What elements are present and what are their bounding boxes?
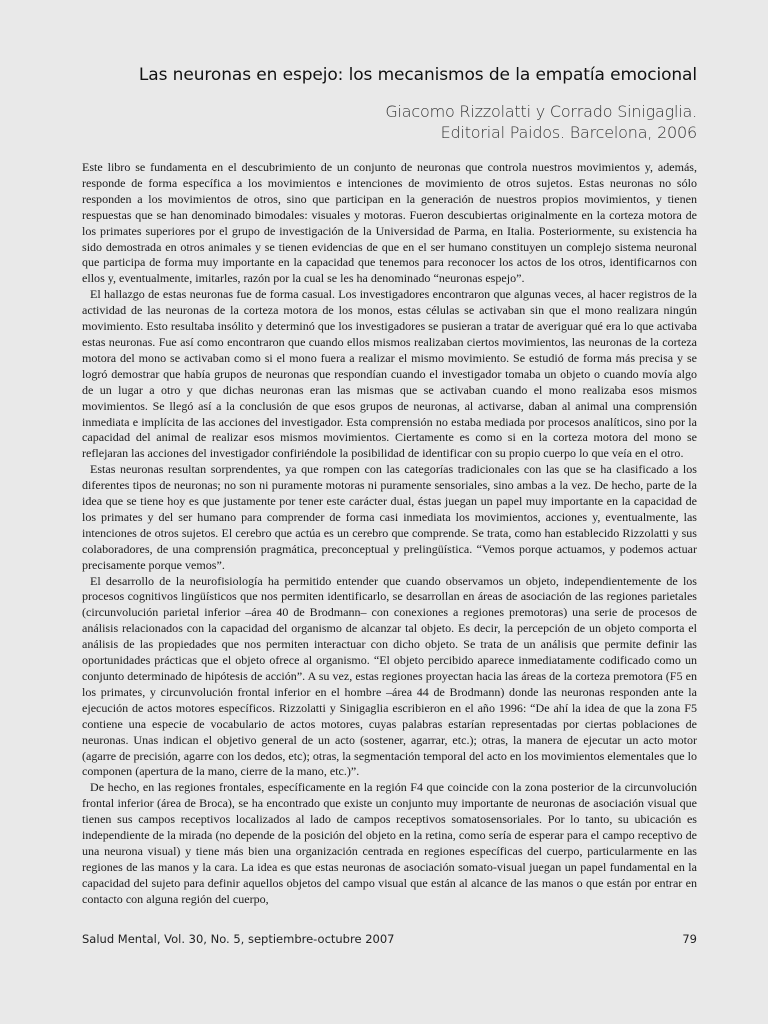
journal-citation: Salud Mental, Vol. 30, No. 5, septiembre-octubre 2007 bbox=[82, 932, 395, 946]
publisher-line: Editorial Paidos. Barcelona, 2006 bbox=[440, 123, 697, 142]
paragraph-4: El desarrollo de la neurofisiología ha permitido entender que cuando observamos un objeto, independientemente de los procesos cognitivos lingüísticos que nos permiten identificarlo, se desarrollan en áreas de asociación de las regiones parietales (circunvolución parietal inferior –área 40 de Brodmann– con conexiones a regiones premotoras) una serie de procesos de análisis relacionados con la capacidad del organismo de alcanzar tal objeto. Es decir, la percepción de un objeto comporta el análisis de las propiedades que nos permiten interactuar con dicho objeto. Se trata de un análisis que permite definir las oportunidades prácticas que el objeto ofrece al organismo. “El objeto percibido aparece inmediatamente codificado como un conjunto determinado de hipótesis de acción”. A su vez, estas regiones proyectan hacia las áreas de la corteza premotora (F5 en los primates, y circunvolución frontal inferior en el hombre –área 44 de Brodmann) donde las neuronas responden ante la ejecución de actos motores específicos. Rizzolatti y Sinigaglia escribieron en el año 1996: “De ahí la idea de que la zona F5 contiene una especie de vocabulario de actos motores, cuyas palabras estarían representadas por ciertas poblaciones de neuronas. Unas indican el objetivo general de un acto (sostener, agarrar, etc.); otras, la manera de ejecutar un acto motor (agarre de precisión, agarre con los dedos, etc); otras, la segmentación temporal del acto en los movimientos elementales que lo componen (apertura de la mano, cierre de la mano, etc.)”. bbox=[82, 573, 697, 779]
review-title: Las neuronas en espejo: los mecanismos de la empatía emocional bbox=[138, 65, 697, 85]
authors-line: Giacomo Rizzolatti y Corrado Sinigaglia. bbox=[385, 102, 697, 121]
paragraph-2: El hallazgo de estas neuronas fue de forma casual. Los investigadores encontraron que algunas veces, al hacer registros de la actividad de las neuronas de la corteza motora de los monos, estas células se activaban sin que el mono realizara ningún movimiento. Esto resultaba insólito y determinó que los investigadores se pusieran a tratar de averiguar qué era lo que activaba estas neuronas. Fue así como encontraron que cuando ellos mismos realizaban ciertos movimientos, las neuronas de la corteza motora del mono se activaban como si el mono fuera a realizar el mismo movimiento. Se estudió de forma más precisa y se logró demostrar que había grupos de neuronas que respondían cuando el investigador tomaba un objeto o cuando movía algo de un lugar a otro y que dichas neuronas eran las mismas que se activaban cuando el mono realizaba esos mismos movimientos. Se llegó así a la conclusión de que esos grupos de neuronas, al activarse, daban al animal una comprensión inmediata e implícita de las acciones del investigador. Esta comprensión no estaba mediada por procesos analíticos, sino por la capacidad del animal de realizar esos mismos movimientos. Ciertamente es como si en la corteza motora del mono se reflejaran las acciones del investigador confiriéndole la posibilidad de identificar con su propio cuerpo lo que veía en el otro. bbox=[82, 287, 697, 461]
paragraph-1: Este libro se fundamenta en el descubrimiento de un conjunto de neuronas que controla nuestros movimientos y, además, responde de forma específica a los movimientos e intenciones de movimiento de otros sujetos. Estas neuronas no sólo responden a los movimientos de otros, sino que participan en la generación de nuestros propios movimientos, y tienen respuestas que se han denominado bimodales: visuales y motoras. Fueron descubiertas originalmente en la corteza motora de los primates superiores por el grupo de investigación de la Universidad de Parma, en Italia. Posteriormente, su existencia ha sido demostrada en otros animales y se tienen evidencias de que en el ser humano constituyen un complejo sistema neuronal que participa de forma muy importante en la capacidad que tenemos para reconocer los actos de los otros, identificarnos con ellos y, eventualmente, imitarles, razón por la cual se les ha denominado “neuronas espejo”. bbox=[82, 160, 697, 286]
article-body bbox=[82, 160, 697, 908]
paragraph-5: De hecho, en las regiones frontales, específicamente en la región F4 que coincide con la zona posterior de la circunvolución frontal inferior (área de Broca), se ha encontrado que existe un conjunto muy importante de neuronas de asociación visual que tienen sus campos receptivos localizados al lado de campos receptivos somatosensoriales. Por lo tanto, su ubicación es independiente de la mirada (no depende de la posición del objeto en la retina, como sería de esperar para el campo receptivo de una neurona visual) y tiene más bien una organización centrada en regiones específicas del cuerpo, particularmente en las regiones de las manos y la cara. La idea es que estas neuronas de asociación somato-visual juegan un papel fundamental en la capacidad del sujeto para definir aquellos objetos del campo visual que están al alcance de las manos o que están por entrar en contacto con alguna región del cuerpo, bbox=[82, 780, 697, 906]
paragraph-3: Estas neuronas resultan sorprendentes, ya que rompen con las categorías tradicionales con las que se ha clasificado a los diferentes tipos de neuronas; no son ni puramente motoras ni puramente sensoriales, sino ambas a la vez. De hecho, parte de la idea que se tiene hoy es que justamente por tener este carácter dual, éstas juegan un papel muy importante en la capacidad de los primates y del ser humano para comprender de forma casi inmediata los movimientos, acciones y, eventualmente, las intenciones de otros sujetos. El cerebro que actúa es un cerebro que comprende. Se trata, como han establecido Rizzolatti y sus colaboradores, de una comprensión pragmática, preconceptual y prelingüística. “Vemos porque actuamos, y podemos actuar precisamente porque vemos”. bbox=[82, 462, 697, 572]
book-authors-publisher bbox=[82, 101, 697, 143]
page-number: 79 bbox=[682, 932, 697, 946]
page-footer bbox=[82, 931, 697, 947]
